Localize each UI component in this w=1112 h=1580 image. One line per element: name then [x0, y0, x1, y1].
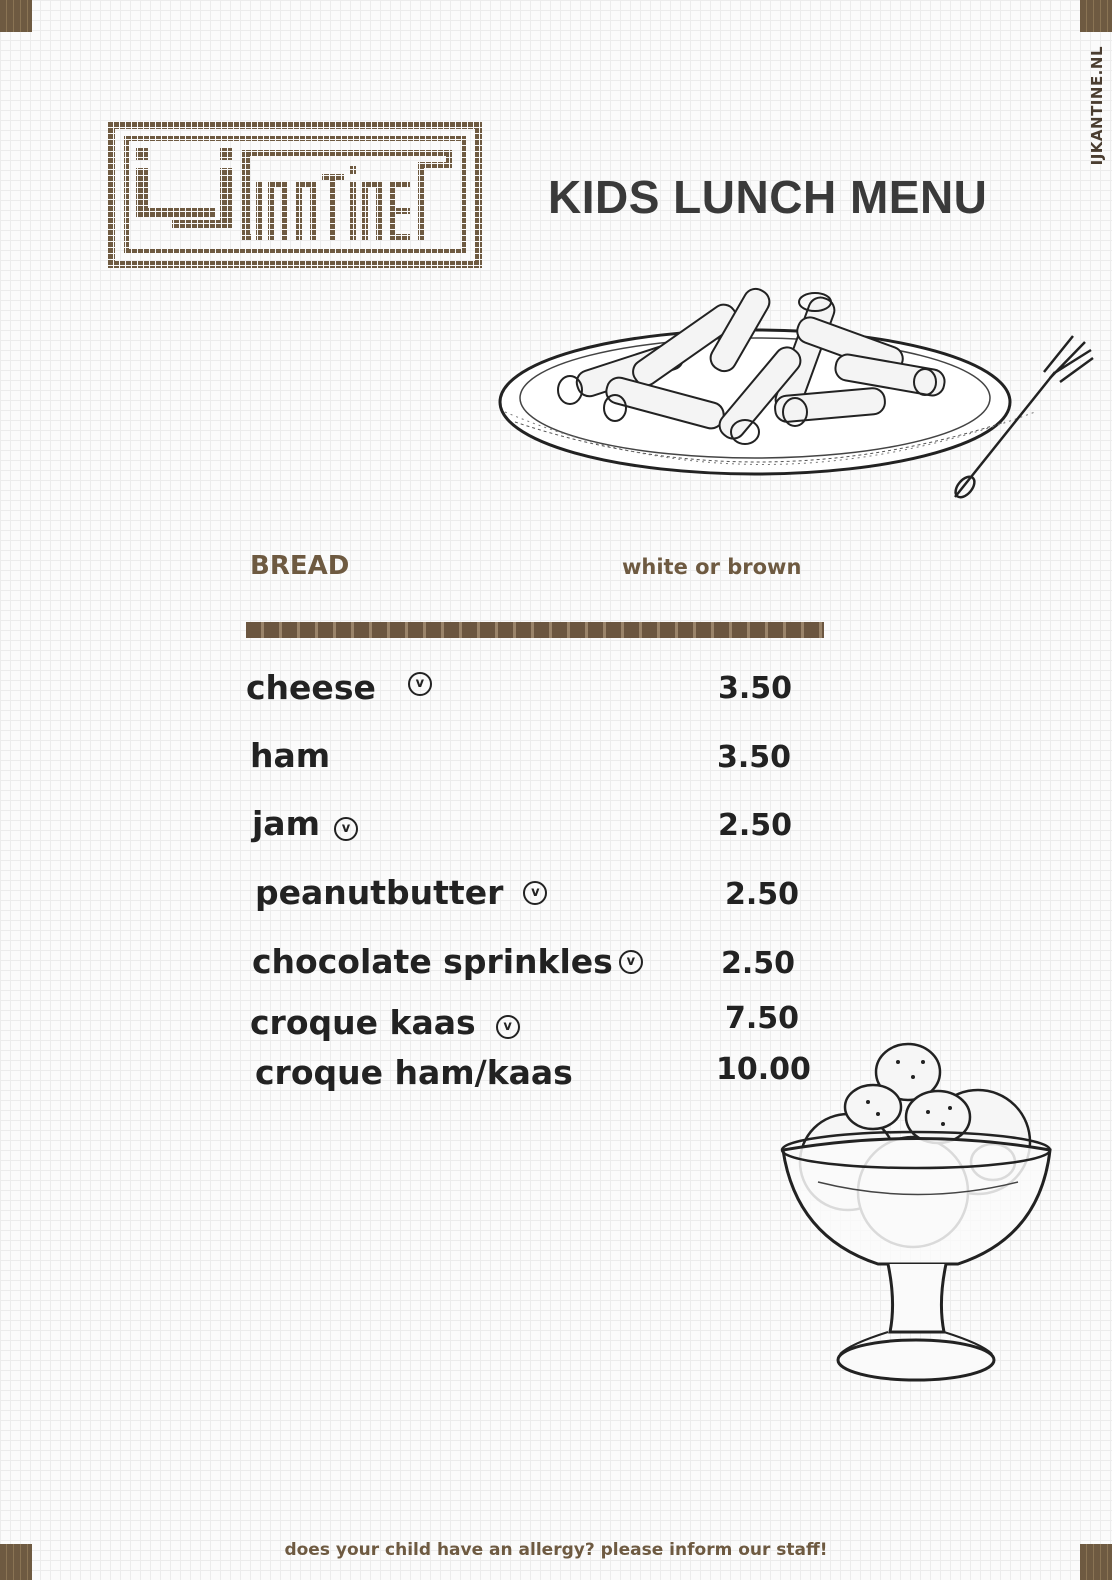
menu-item-chocolate-sprinkles [252, 942, 643, 981]
menu-item-name: ham [250, 736, 331, 775]
ijkantine-logo [108, 122, 482, 268]
menu-item-name: jam [252, 804, 320, 843]
menu-item-croque-kaas [250, 1003, 520, 1042]
section-title-bread: BREAD [250, 551, 350, 581]
corner-decoration-top-left [0, 0, 32, 32]
vegetarian-icon: v [523, 881, 547, 905]
vegetarian-icon: v [408, 672, 432, 696]
menu-item-name: croque kaas [250, 1003, 476, 1042]
menu-item-price: 3.50 [717, 740, 792, 775]
menu-item-name: cheese [246, 668, 376, 707]
menu-item-price: 3.50 [718, 671, 793, 706]
menu-item-name: croque ham/kaas [255, 1053, 573, 1092]
menu-item-name: peanutbutter [255, 873, 504, 912]
pasta-plate-illustration [495, 272, 1100, 517]
ice-cream-sundae-illustration [778, 1032, 1058, 1392]
menu-item-croque-ham-kaas [255, 1053, 573, 1092]
menu-item-price: 2.50 [721, 946, 796, 981]
menu-item-price: 2.50 [718, 808, 793, 843]
website-url: IJKANTINE.NL [1088, 46, 1106, 166]
menu-item-price: 7.50 [725, 1001, 800, 1036]
section-divider [246, 622, 824, 638]
vegetarian-icon: v [619, 950, 643, 974]
menu-item-name: chocolate sprinkles [252, 942, 613, 981]
menu-item-cheese [246, 668, 432, 707]
vegetarian-icon: v [496, 1015, 520, 1039]
menu-item-ham [250, 736, 330, 775]
corner-decoration-top-right [1080, 0, 1112, 32]
page-title: KIDS LUNCH MENU [548, 171, 988, 223]
menu-item-price: 10.00 [716, 1052, 811, 1087]
vegetarian-icon: v [334, 817, 358, 841]
menu-item-peanutbutter [255, 873, 547, 912]
allergy-notice: does your child have an allergy? please inform our staff! [284, 1540, 828, 1560]
menu-item-price: 2.50 [725, 877, 800, 912]
bread-choice-note: white or brown [622, 555, 802, 579]
menu-item-jam [252, 804, 358, 843]
